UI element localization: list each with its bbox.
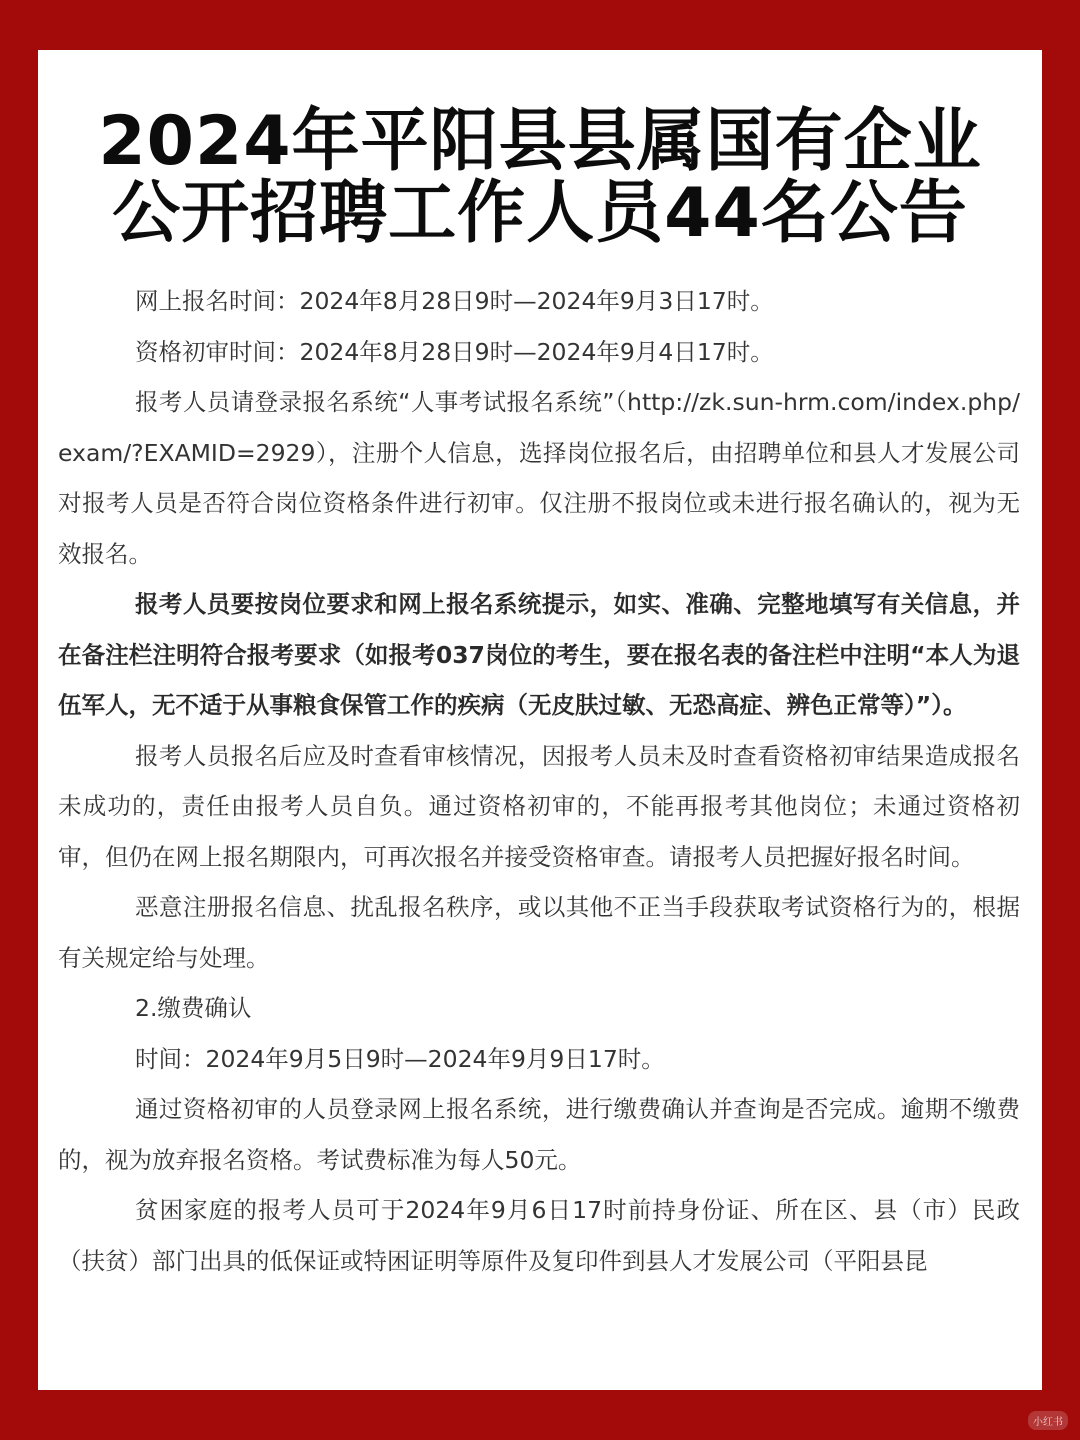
title-line-2: 公开招聘工作人员44名公告	[112, 174, 968, 253]
paragraph-registration-time: 网上报名时间：2024年8月28日9时—2024年9月3日17时。	[135, 287, 774, 315]
paragraph-check-review: 报考人员报名后应及时查看审核情况，因报考人员未及时查看资格初审结果造成报名未成功的，责任由报考人员自负。通过资格初审的，不能再报考其他岗位；未通过资格初审，但仍在网上报名期限内，可再次报名并接受资格审查。请报考人员把握好报名时间。	[58, 741, 1020, 871]
paragraph-review-time: 资格初审时间：2024年8月28日9时—2024年9月4日17时。	[135, 337, 774, 366]
document-body	[38, 276, 1042, 1286]
paragraph-fill-info: 报考人员要按岗位要求和网上报名系统提示，如实、准确、完整地填写有关信息，并在备注栏注明符合报考要求（如报考037岗位的考生，要在报名表的备注栏中注明“本人为退伍军人，无不适于从事粮食保管工作的疾病（无皮肤过敏、无恐高症、辨色正常等）”）。	[58, 590, 1020, 719]
paragraph-login-system: 报考人员请登录报名系统“人事考试报名系统”（http://zk.sun-hrm.com/index.php/exam/?EXAMID=2929），注册个人信息，选择岗位报名后，由招聘单位和县人才发展公司对报考人员是否符合岗位资格条件进行初审。仅注册不报岗位或未进行报名确认的，视为无效报名。	[58, 388, 1020, 568]
watermark-logo: 小红书	[1028, 1411, 1068, 1430]
document-title	[38, 102, 1042, 253]
paragraph-malicious-registration: 恶意注册报名信息、扰乱报名秩序，或以其他不正当手段获取考试资格行为的，根据有关规定给与处理。	[58, 893, 1020, 972]
paragraph-payment-time: 时间：2024年9月5日9时—2024年9月9日17时。	[135, 1044, 665, 1073]
section-heading-payment: 2.缴费确认	[135, 994, 252, 1022]
document-page	[38, 50, 1042, 1390]
title-line-1: 2024年平阳县县属国有企业	[98, 102, 982, 181]
paragraph-payment-confirm: 通过资格初审的人员登录网上报名系统，进行缴费确认并查询是否完成。逾期不缴费的，视为放弃报名资格。考试费标准为每人50元。	[58, 1095, 1020, 1174]
paragraph-poor-family: 贫困家庭的报考人员可于2024年9月6日17时前持身份证、所在区、县（市）民政（扶贫）部门出具的低保证或特困证明等原件及复印件到县人才发展公司（平阳县昆	[58, 1196, 1020, 1275]
